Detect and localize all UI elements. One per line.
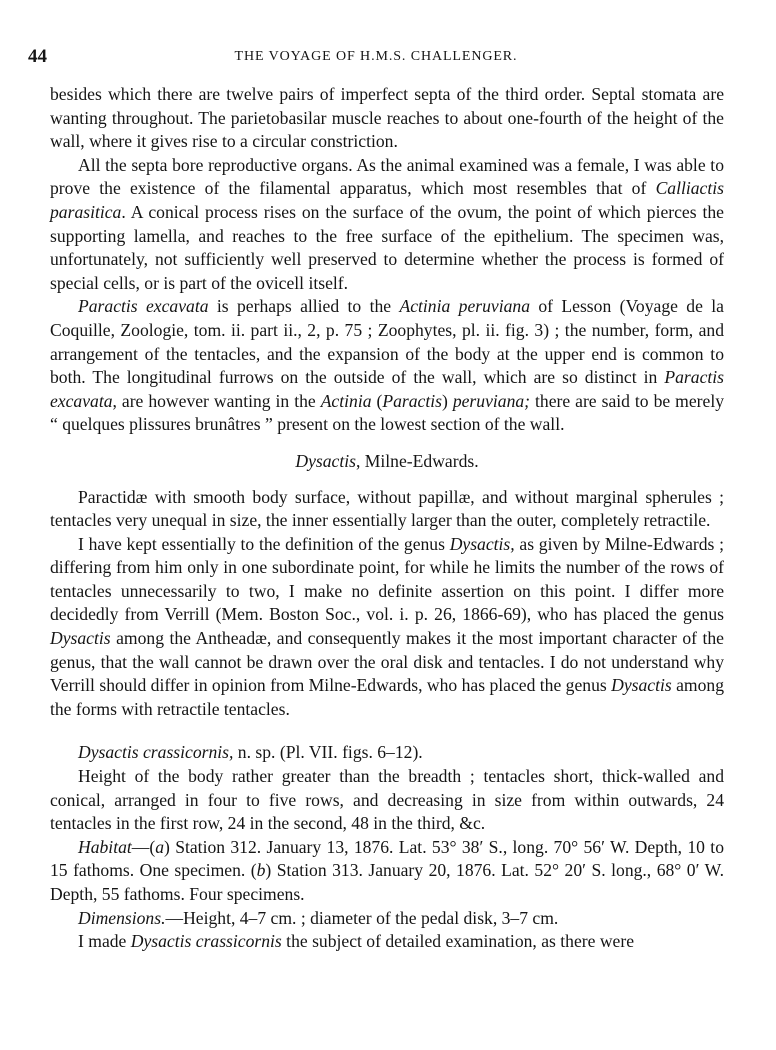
genus-heading: Dysactis, Milne-Edwards. <box>295 450 479 471</box>
paragraph-examination: I made Dysactis crassicornis the subject of detailed examination, as there were <box>78 931 634 952</box>
paragraph-genus-discussion: I have kept essentially to the definition of the genus Dysactis, as given by Milne-Edwards ; differing from him only in one subordinate point, for while he limits the number of the rows of tentacles unnecessarily to two, I make no definite assertion on this point. I differ more decidedly from Verrill (Mem. Boston Soc., vol. i. p. 26, 1866-69), who has placed the genus Dysactis among the Antheadæ, and consequently makes it the most important character of the genus, that the wall cannot be drawn over the oral disk and tentacles. I do not understand why Verrill should differ in opinion from Milne-Edwards, who has placed the genus Dysactis among the forms with retractile tentacles. <box>50 533 724 719</box>
running-title: THE VOYAGE OF H.M.S. CHALLENGER. <box>234 49 518 64</box>
paragraph-paractis-excavata: Paractis excavata is perhaps allied to the Actinia peruviana of Lesson (Voyage de la Coquille, Zoologie, tom. ii. part ii., 2, p. 75 ; Zoophytes, pl. ii. fig. 3) ; the number, form, and arrangement of the tentacles, and the expansion of the body at the upper end is common to both. The longitudinal furrows on the outside of the wall, which are so distinct in Paractis excavata, are however wanting in the Actinia (Paractis) peruviana; there are said to be merely “ quelques plissures brunâtres ” present on the lowest section of the wall. <box>50 296 725 435</box>
page-number: 44 <box>28 46 47 67</box>
paragraph-species-description: Height of the body rather greater than the breadth ; tentacles short, thick-walled and conical, arranged in four to five rows, and decreasing in size from within outwards, 24 tentacles in the first row, 24 in the second, 48 in the third, &c. <box>50 766 724 834</box>
page-header <box>28 46 724 70</box>
paragraph-septa: besides which there are twelve pairs of imperfect septa of the third order. Septal stomata are wanting throughout. The parietobasilar muscle reaches to about one-fourth of the height of the wall, where it gives rise to a circular constriction. <box>50 84 724 152</box>
paragraph-genus-definition: Paractidæ with smooth body surface, without papillæ, and without marginal spherules ; tentacles very unequal in size, the inner essentially larger than the outer, completely retractile. <box>50 486 724 531</box>
paragraph-reproductive-organs: All the septa bore reproductive organs. As the animal examined was a female, I was able to prove the existence of the filamental apparatus, which most resembles that of Calliactis parasitica. A conical process rises on the surface of the ovum, the point of which pierces the supporting lamella, and reaches to the free surface of the epithelium. The specimen was, unfortunately, not sufficiently well preserved to determine whether the process is formed of special cells, or is part of the ovicell itself. <box>50 154 724 293</box>
paragraph-dimensions: Dimensions.—Height, 4–7 cm. ; diameter of the pedal disk, 3–7 cm. <box>78 907 559 928</box>
paragraph-habitat: Habitat—(a) Station 312. January 13, 1876. Lat. 53° 38′ S., long. 70° 56′ W. Depth, 10 to 15 fathoms. One specimen. (b) Station 313. January 20, 1876. Lat. 52° 20′ S. long., 68° 0′ W. Depth, 55 fathoms. Four specimens. <box>50 836 724 904</box>
page-body <box>50 83 724 954</box>
species-heading: Dysactis crassicornis, n. sp. (Pl. VII. figs. 6–12). <box>78 742 423 763</box>
